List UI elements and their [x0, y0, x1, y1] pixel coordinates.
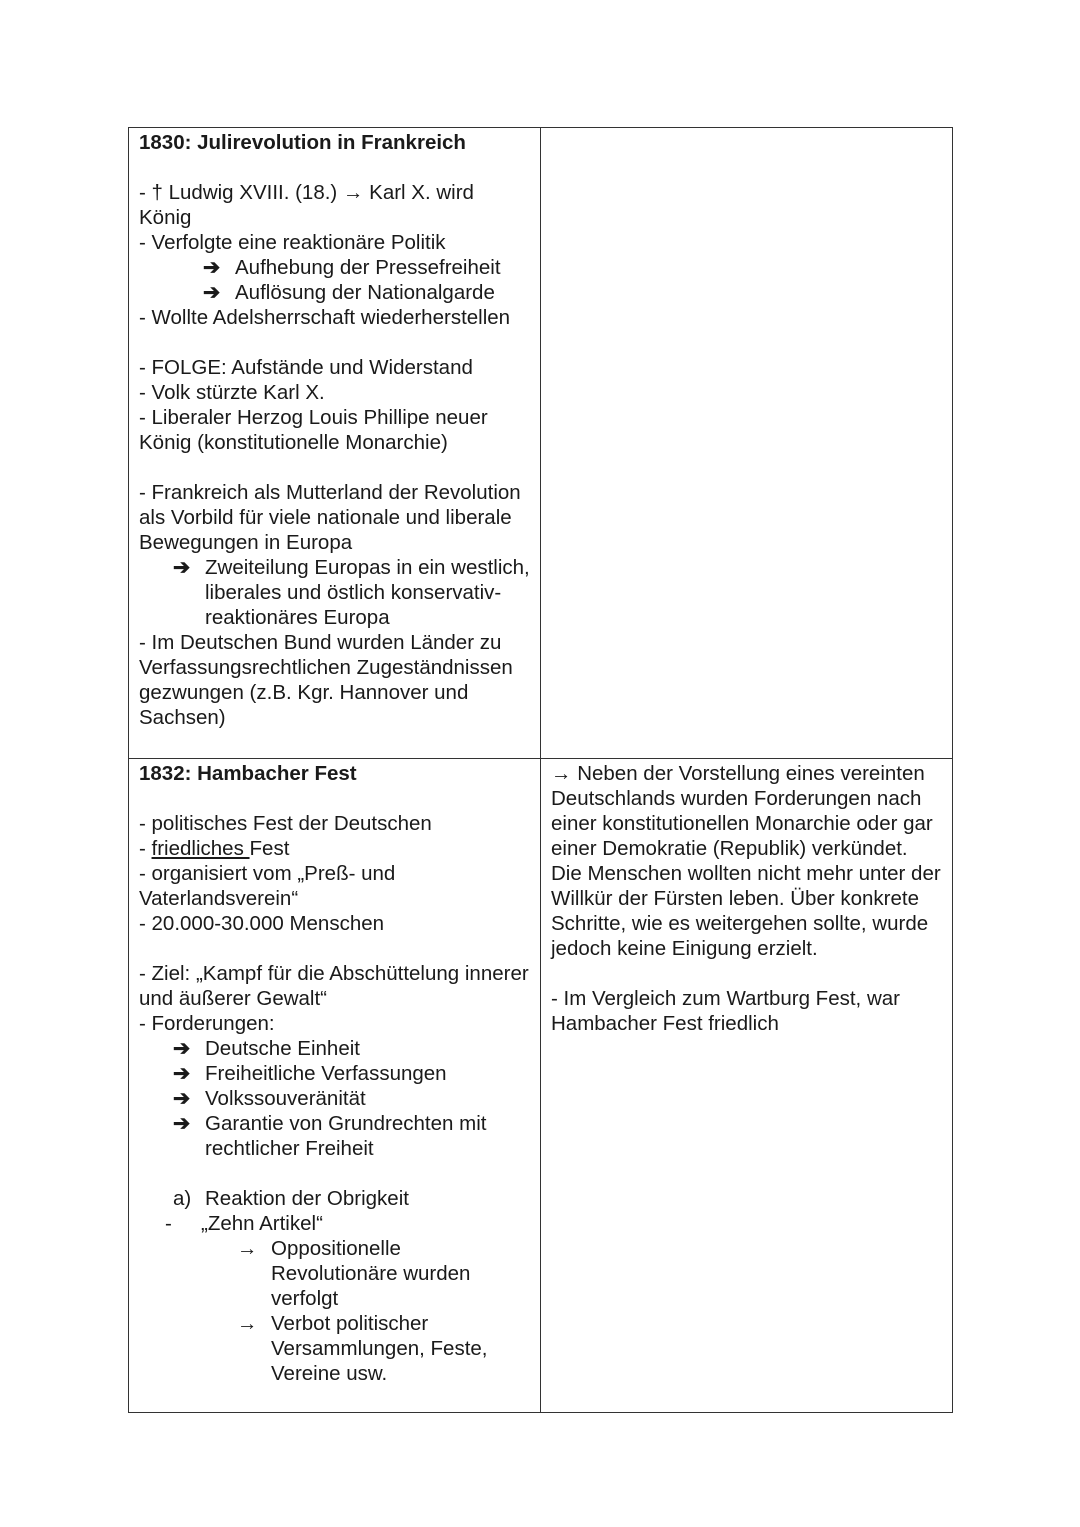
- section-title: 1832: Hambacher Fest: [139, 762, 357, 785]
- arrow-item: ➔ Aufhebung der Pressefreiheit: [203, 256, 501, 279]
- demand-item: ➔ Volkssouveränität: [173, 1087, 366, 1110]
- arrow-icon: ➔: [203, 256, 221, 279]
- note-line: - † Ludwig XVIII. (18.) → Karl X. wird König: [139, 181, 474, 229]
- arrow-icon: ➔: [203, 281, 221, 304]
- arrow-item: ➔ Zweiteilung Europas in ein westlich, liberales und östlich konservativ-reaktionäres Europa: [173, 556, 530, 629]
- arrow-icon: ➔: [173, 1112, 191, 1135]
- note-line: - organisiert vom „Preß- und Vaterlandsverein“: [139, 862, 396, 910]
- table-row: [129, 759, 953, 1413]
- arrow-item: ➔ Auflösung der Nationalgarde: [203, 281, 495, 304]
- note-paragraph: → Neben der Vorstellung eines vereinten Deutschlands wurden Forderungen nach einer konstitutionellen Monarchie oder gar einer Demokratie (Republik) verkündet. Die Menschen wollten nicht mehr unter der Willkür der Fürsten leben. Über konkrete Schritte, wie es weitergehen sollte, wurde jedoch keine Einigung erzielt.: [551, 762, 941, 960]
- arrow-icon: ➔: [173, 1037, 191, 1060]
- arrow-icon: →: [237, 1312, 258, 1335]
- arrow-icon: →: [237, 1237, 258, 1260]
- underlined-word: friedliches: [151, 837, 250, 860]
- sub-heading: a) Reaktion der Obrigkeit: [173, 1187, 409, 1210]
- left-cell-hambacher-fest: [129, 759, 541, 1413]
- demand-item: ➔ Freiheitliche Verfassungen: [173, 1062, 447, 1085]
- note-line: - Frankreich als Mutterland der Revolution als Vorbild für viele nationale und liberale Bewegungen in Europa: [139, 481, 521, 554]
- note-line: - Im Deutschen Bund wurden Länder zu Verfassungsrechtlichen Zugeständnissen gezwungen (z.B. Kgr. Hannover und Sachsen): [139, 631, 513, 729]
- note-line: - „Zehn Artikel“: [165, 1212, 323, 1235]
- note-line: - Forderungen:: [139, 1012, 275, 1035]
- notes-table: [128, 127, 953, 1413]
- note-line: - Liberaler Herzog Louis Phillipe neuer König (konstitutionelle Monarchie): [139, 406, 488, 454]
- section-title: 1830: Julirevolution in Frankreich: [139, 131, 466, 154]
- note-line: - Volk stürzte Karl X.: [139, 381, 325, 404]
- arrow-item: → Oppositionelle Revolutionäre wurden verfolgt: [237, 1237, 471, 1310]
- demand-item: ➔ Garantie von Grundrechten mit rechtlicher Freiheit: [173, 1112, 487, 1160]
- note-paragraph: - Im Vergleich zum Wartburg Fest, war Hambacher Fest friedlich: [551, 987, 900, 1035]
- arrow-icon: ➔: [173, 1087, 191, 1110]
- arrow-item: → Verbot politischer Versammlungen, Feste, Vereine usw.: [237, 1312, 488, 1385]
- note-line: - politisches Fest der Deutschen: [139, 812, 432, 835]
- arrow-icon: ➔: [173, 1062, 191, 1085]
- note-line: - Wollte Adelsherrschaft wiederherstellen: [139, 306, 511, 329]
- arrow-icon: ➔: [173, 556, 191, 579]
- note-line: - Verfolgte eine reaktionäre Politik: [139, 231, 446, 254]
- note-line: - Ziel: „Kampf für die Abschüttelung innerer und äußerer Gewalt“: [139, 962, 529, 1010]
- right-cell-empty: [541, 128, 953, 759]
- note-line: - FOLGE: Aufstände und Widerstand: [139, 356, 473, 379]
- note-line: - friedliches Fest: [139, 837, 290, 860]
- note-line: - 20.000-30.000 Menschen: [139, 912, 385, 935]
- demand-item: ➔ Deutsche Einheit: [173, 1037, 360, 1060]
- table-row: [129, 128, 953, 759]
- right-cell-hambacher-notes: [541, 759, 953, 1413]
- left-cell-julirevolution: [129, 128, 541, 759]
